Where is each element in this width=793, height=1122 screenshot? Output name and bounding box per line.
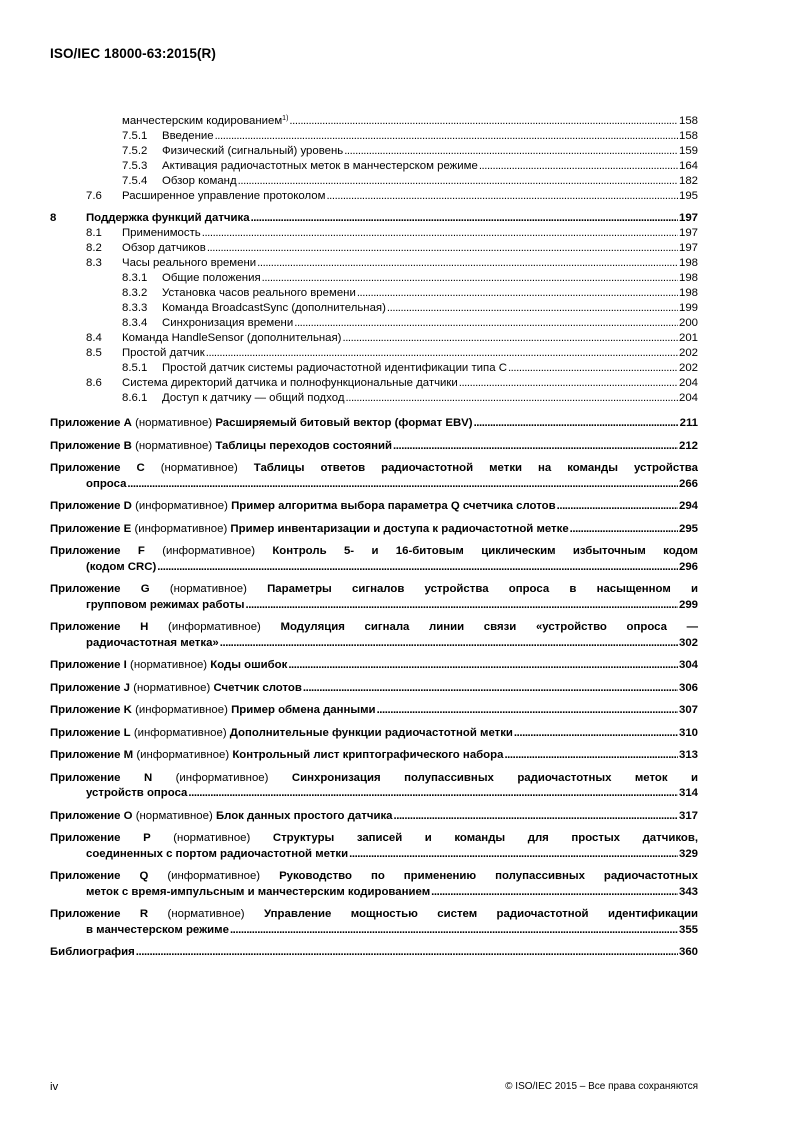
annex-kind: (информативное) [133,726,227,739]
dot-leader [431,885,678,901]
toc-entry[interactable] [50,189,698,204]
annex-entry-line1 [50,461,698,477]
toc-entry[interactable] [50,256,698,271]
toc-entry-title-text: Доступ к датчику — общий подход [162,392,345,404]
annex-page: 329 [678,847,698,860]
annex-entry-line1 [50,771,698,787]
annex-entry[interactable] [50,748,698,764]
annex-entry-line1 [50,907,698,923]
annex-kind: (информативное) [175,771,269,784]
dot-leader [230,923,678,939]
toc-entry-page: 182 [678,175,698,187]
annex-entry-line1 [50,582,698,598]
annex-prefix: Приложение R [50,908,149,920]
annex-title: Счетчик слотов [213,681,302,694]
bibliography-entry[interactable] [50,945,698,961]
toc-entry-title-text: Часы реального времени [122,257,257,269]
toc-entry-number: 8.3.1 [122,272,148,284]
annex-title: Дополнительные функции радиочастотной метки [229,726,513,739]
table-of-contents [50,114,698,961]
annex-page: 310 [678,726,698,739]
annex-page: 212 [678,439,698,452]
toc-entry-number: 8.1 [86,227,102,239]
dot-leader [136,945,678,961]
dot-leader [504,748,678,764]
annex-heading [50,499,556,515]
annex-entry-line [50,703,698,719]
toc-entry-title [122,114,288,129]
annex-entry-line2 [50,923,698,939]
annex-page: 266 [678,477,698,490]
toc-entry[interactable] [50,331,698,346]
toc-entry-page: 158 [678,115,698,127]
annex-kind: (информативное) [134,522,228,535]
toc-entry[interactable] [50,174,698,189]
annex-entry[interactable] [50,582,698,613]
toc-entry-page: 198 [678,257,698,269]
annex-title-cont: (кодом CRC) [86,560,157,573]
annex-prefix: Приложение I [50,659,127,671]
toc-entry-title-text: Команда BroadcastSync (дополнительная) [162,302,386,314]
toc-entry-number: 8.3.4 [122,317,148,329]
toc-entry-page: 202 [678,347,698,359]
annex-heading [50,703,376,719]
toc-entry-number: 8.5.1 [122,362,148,374]
toc-entry[interactable] [50,211,698,226]
dot-leader [377,703,678,719]
annex-page: 317 [678,809,698,822]
toc-entry-page: 204 [678,377,698,389]
annex-prefix: Приложение G [50,583,150,595]
toc-entry[interactable] [50,346,698,361]
annex-prefix: Приложение Q [50,870,149,882]
dot-leader [387,301,678,316]
dot-leader [303,681,678,697]
bibliography-title: Библиография [50,946,135,958]
toc-entry[interactable] [50,286,698,301]
annex-entry-line [50,809,698,825]
dot-leader [393,809,678,825]
toc-entry-page: 164 [678,160,698,172]
annex-prefix: Приложение А [50,417,132,429]
annex-entry-line [50,658,698,674]
annex-prefix: Приложение N [50,771,153,784]
annex-entry-line2 [50,598,698,614]
toc-entry-title-text: манчестерским кодированием [122,115,283,127]
annex-heading [50,658,287,674]
annex-entry-line [50,681,698,697]
annex-title-cont: групповом режимах работы [86,598,245,611]
toc-entry-number: 8.3.2 [122,287,148,299]
toc-entry-title-text: Поддержка функций датчика [86,212,250,224]
dot-leader [257,256,678,271]
dot-leader [514,726,678,742]
annex-title: Пример инвентаризации и доступа к радиочастотной метке [230,522,569,535]
annex-entry[interactable] [50,620,698,651]
toc-entry[interactable] [50,159,698,174]
toc-entry[interactable] [50,129,698,144]
toc-entry-number: 8 [50,212,57,224]
annex-entry[interactable] [50,439,698,455]
dot-leader [570,522,678,538]
annex-kind: (информативное) [168,621,261,633]
toc-entry-title-text: Простой датчик [122,347,205,359]
annex-entry-line [50,416,698,432]
annex-prefix: Приложение С [50,462,145,474]
toc-entry-page: 158 [678,130,698,142]
annex-entry[interactable] [50,461,698,492]
annex-prefix: Приложение М [50,749,134,761]
toc-entry-number: 8.6 [86,377,102,389]
toc-entry-title [122,226,201,241]
annex-heading [50,726,513,742]
toc-entry-page: 202 [678,362,698,374]
toc-entry-number: 7.5.3 [122,160,148,172]
annex-entry-line2 [50,786,698,802]
toc-entry-number: 8.6.1 [122,392,148,404]
annex-entry-line2 [50,477,698,493]
copyright-notice: © ISO/IEC 2015 – Все права сохраняются [505,1081,698,1092]
annex-entry-line1 [50,620,698,636]
toc-entry-title-text: Система директорий датчика и полнофункциональные датчики [122,377,458,389]
annex-kind: (нормативное) [167,908,245,920]
dot-leader [289,114,678,129]
annex-title: Таблицы ответов радиочастотной метки на команды устройства [253,462,698,474]
toc-entry[interactable] [50,241,698,256]
toc-entry-number: 8.4 [86,332,102,344]
annex-prefix: Приложение Н [50,621,149,633]
annex-title-cont: соединенных с портом радиочастотной метки [86,847,349,860]
dot-leader [459,376,678,391]
annex-entry[interactable] [50,726,698,742]
annex-title: Модуляция сигнала линии связи «устройство опроса — [280,621,698,633]
toc-entry-page: 204 [678,392,698,404]
annex-title-cont: опроса [86,477,127,490]
annex-kind: (нормативное) [133,681,211,694]
bibliography-line [50,945,698,961]
annex-page: 314 [678,787,698,799]
annex-title: Пример обмена данными [231,704,376,716]
annex-entry[interactable] [50,703,698,719]
annex-page: 306 [678,681,698,694]
annex-page: 302 [678,636,698,649]
bibliography-page: 360 [678,946,698,958]
annex-title-cont: устройств опроса [86,787,188,799]
dot-leader [393,439,678,455]
annex-entry[interactable] [50,544,698,575]
annex-spacer [50,406,698,409]
toc-entry[interactable] [50,391,698,406]
toc-entry-page: 197 [678,242,698,254]
document-header: ISO/IEC 18000-63:2015(R) [50,46,216,61]
annex-page: 211 [679,417,698,429]
annex-kind: (информативное) [162,545,255,557]
toc-entry-title-text: Обзор датчиков [122,242,206,254]
toc-entry-title [162,159,478,174]
toc-entry[interactable] [50,144,698,159]
annex-entry-line [50,748,698,764]
toc-entry-title-text: Введение [162,130,214,142]
annex-page: 295 [678,522,698,535]
toc-entry-page: 201 [678,332,698,344]
annex-title: Руководство по применению полупассивных радиочастотных [279,870,698,882]
annex-title: Параметры сигналов устройства опроса в насыщенном и [267,583,699,595]
toc-entry[interactable] [50,301,698,316]
toc-entry-title-text: Расширенное управление протоколом [122,190,326,202]
dot-leader [215,129,678,144]
annex-prefix: Приложение О [50,809,133,822]
dot-leader [508,361,678,376]
toc-entry-title-text: Физический (сигнальный) уровень [162,145,344,157]
annex-prefix: Приложение Е [50,522,132,535]
annex-title: Расширяемый битовый вектор (формат EBV) [215,417,473,429]
annex-prefix: Приложение F [50,545,145,557]
toc-entry-title [122,346,205,361]
toc-entry-title [162,301,386,316]
dot-leader [294,316,678,331]
toc-entry-title [122,189,325,204]
toc-entry[interactable] [50,226,698,241]
annex-page: 355 [678,923,698,936]
annex-title-cont: в манчестерском режиме [86,923,229,936]
annex-entry[interactable] [50,771,698,802]
annex-entry-line [50,726,698,742]
page-number: iv [50,1081,59,1093]
dot-leader [342,331,678,346]
annex-kind: (нормативное) [160,462,238,474]
toc-entry-title-text: Обзор команд [162,175,237,187]
toc-entry-title [122,256,256,271]
dot-leader [262,271,678,286]
annex-kind: (информативное) [167,870,261,882]
annex-page: 304 [678,659,698,671]
dot-leader [207,241,678,256]
annex-heading [50,748,503,764]
annex-entry-line2 [50,636,698,652]
toc-entry-number: 8.3.3 [122,302,148,314]
annex-prefix: Приложение K [50,704,132,716]
toc-entry-title [162,174,237,189]
toc-entry-page: 197 [678,227,698,239]
annex-entry[interactable] [50,681,698,697]
toc-entry-title-text: Применимость [122,227,201,239]
annex-page: 296 [678,560,698,573]
annex-entry-line [50,522,698,538]
toc-entry-number: 8.2 [86,242,102,254]
annex-page: 343 [678,885,698,898]
annex-prefix: Приложение D [50,500,132,512]
toc-entry-title [162,316,293,331]
annex-heading [50,439,392,455]
annex-title-cont: меток с время-импульсным и манчестерским кодированием [86,885,431,898]
dot-leader [220,636,678,652]
annex-title: Контроль 5- и 16-битовым циклическим избыточным кодом [272,545,698,557]
annex-entry-line2 [50,885,698,901]
annex-prefix: Приложение Р [50,832,151,844]
dot-leader [557,499,678,515]
annex-prefix: Приложение L [50,726,131,739]
toc-entry-title [86,211,250,226]
annex-kind: (информативное) [135,704,228,716]
annex-kind: (нормативное) [169,583,247,595]
annex-title-cont: радиочастотная метка» [86,636,219,649]
toc-entry-title-text: Команда HandleSensor (дополнительная) [122,332,342,344]
annex-kind: (нормативное) [173,832,251,844]
toc-entry-page: 198 [678,287,698,299]
annex-title: Контрольный лист криптографического набора [232,749,504,761]
toc-entry[interactable] [50,316,698,331]
footnote-marker: 1) [282,115,289,122]
dot-leader [157,560,678,576]
dot-leader [188,786,678,802]
annex-heading [50,681,302,697]
dot-leader [344,144,678,159]
toc-entry-number: 8.5 [86,347,102,359]
annex-prefix: Приложение J [50,681,131,694]
annex-title: Синхронизация полупассивных радиочастотных меток и [291,771,698,784]
dot-leader [202,226,678,241]
toc-entry-title [162,286,356,301]
toc-entry-page: 195 [678,190,698,202]
dot-leader [345,391,678,406]
toc-entry-title [162,391,344,406]
annex-entry[interactable] [50,499,698,515]
annex-prefix: Приложение В [50,439,132,452]
annex-page: 299 [678,598,698,611]
dot-leader [479,159,678,174]
annex-title: Блок данных простого датчика [215,809,393,822]
toc-entry-page: 197 [678,212,698,224]
toc-entry-title [162,129,214,144]
toc-entry-number: 7.5.4 [122,175,148,187]
dot-leader [206,346,678,361]
dot-leader [326,189,678,204]
dot-leader [288,658,678,674]
annex-page: 307 [678,704,698,716]
annex-page: 294 [678,500,698,512]
annex-title: Структуры записей и команды для простых датчиков, [272,832,698,844]
annex-entry-line [50,439,698,455]
toc-entry-title [122,331,341,346]
dot-leader [349,847,678,863]
annex-entry-line2 [50,560,698,576]
toc-entry-title [162,271,261,286]
toc-entry-page: 199 [678,302,698,314]
annex-entry[interactable] [50,809,698,825]
toc-entry-title [162,361,507,376]
toc-entry-title-text: Активация радиочастотных меток в манчестерском режиме [162,160,478,172]
dot-leader [251,211,678,226]
annex-entry[interactable] [50,907,698,938]
toc-entry[interactable] [50,114,698,129]
toc-entry-title [122,241,206,256]
dot-leader [127,477,678,493]
dot-leader [474,416,679,432]
toc-entry-title-text: Общие положения [162,272,261,284]
annex-entry[interactable] [50,522,698,538]
toc-entry[interactable] [50,361,698,376]
annex-kind: (нормативное) [135,417,213,429]
annex-title: Коды ошибок [210,659,288,671]
annex-kind: (нормативное) [135,439,213,452]
toc-entry-number: 7.5.1 [122,130,148,142]
annex-entry[interactable] [50,658,698,674]
annex-entry-line2 [50,847,698,863]
annex-entry-line1 [50,869,698,885]
toc-entry[interactable] [50,271,698,286]
toc-entry-page: 198 [678,272,698,284]
dot-leader [357,286,678,301]
annex-heading [50,809,392,825]
toc-entry-title-text: Установка часов реального времени [162,287,356,299]
annex-heading [50,416,473,432]
annex-title: Управление мощностью систем радиочастотной идентификации [264,908,698,920]
annex-heading [50,522,569,538]
annex-entry-line1 [50,831,698,847]
annex-entry-line [50,499,698,515]
annex-kind: (информативное) [136,749,230,761]
toc-entry-title-text: Простой датчик системы радиочастотной идентификации типа С [162,362,507,374]
toc-entry-number: 8.3 [86,257,102,269]
dot-leader [246,598,678,614]
annex-title: Пример алгоритма выбора параметра Q счетчика слотов [231,500,556,512]
annex-kind: (информативное) [135,500,228,512]
toc-entry-page: 159 [678,145,698,157]
annex-entry[interactable] [50,831,698,862]
annex-kind: (нормативное) [130,659,208,671]
annex-entry[interactable] [50,869,698,900]
annex-entry-line1 [50,544,698,560]
annex-page: 313 [678,749,698,761]
annex-kind: (нормативное) [135,809,213,822]
dot-leader [238,174,678,189]
toc-entry-title [122,376,458,391]
toc-entry-title-text: Синхронизация времени [162,317,294,329]
toc-entry-page: 200 [678,317,698,329]
annex-entry[interactable] [50,416,698,432]
toc-entry-number: 7.6 [86,190,102,202]
toc-entry-number: 7.5.2 [122,145,148,157]
annex-title: Таблицы переходов состояний [215,439,393,452]
toc-entry[interactable] [50,376,698,391]
toc-entry-title [162,144,343,159]
